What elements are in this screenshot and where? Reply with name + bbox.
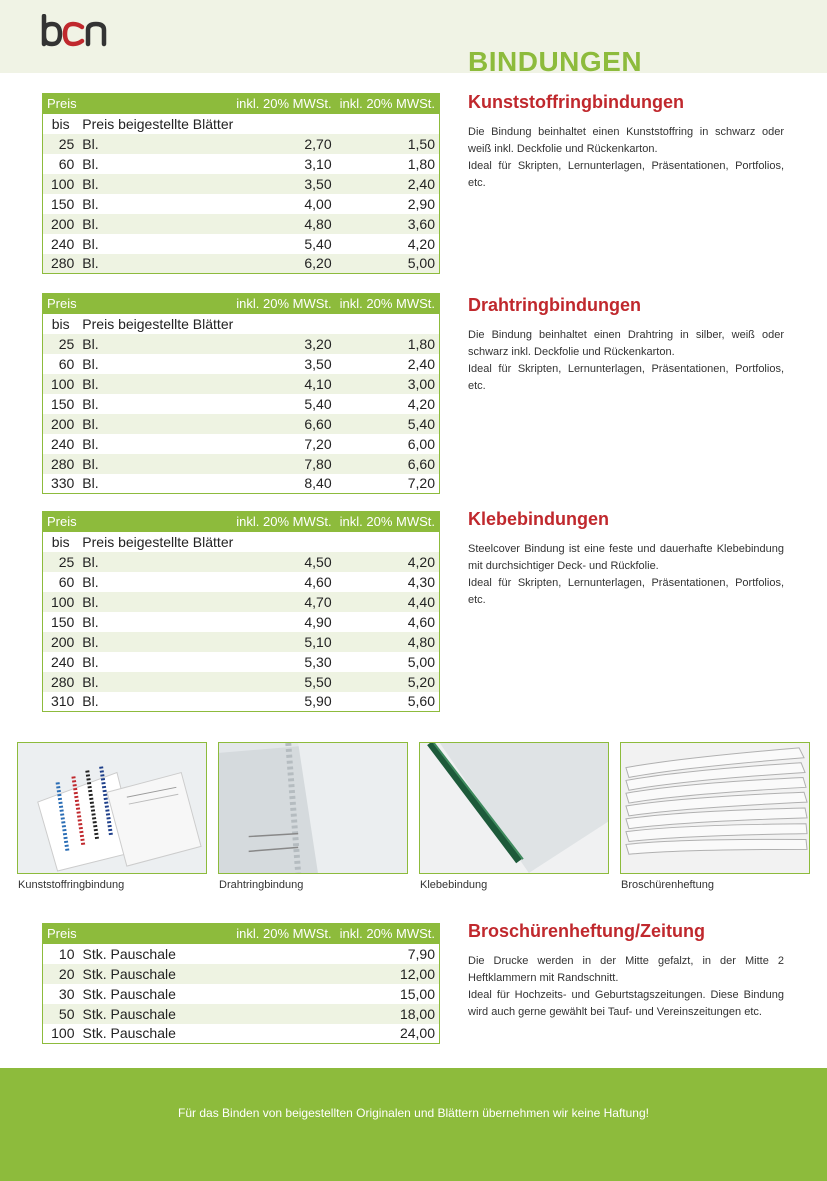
qty-cell: 60	[58, 355, 75, 372]
unit-cell: Bl.	[82, 475, 99, 492]
table-row	[43, 1004, 440, 1024]
footer-band	[0, 1068, 827, 1181]
kunststoff-price-table	[42, 93, 440, 274]
unit-cell: Bl.	[78, 592, 231, 612]
qty-cell: 60	[58, 573, 75, 590]
header-cell: inkl. 20% MWSt.	[336, 512, 440, 532]
table-row	[43, 552, 440, 572]
subheader-cell: Preis beigestellte Blätter	[78, 314, 439, 334]
price-cell: 3,20	[232, 334, 336, 354]
kunststoff-description	[468, 124, 784, 192]
price-own-cell: 4,30	[407, 573, 435, 590]
unit-cell: Bl.	[78, 414, 231, 434]
table-row	[43, 194, 440, 214]
price-own-cell: 4,20	[336, 552, 440, 572]
unit-cell: Bl.	[82, 613, 99, 630]
table-row	[43, 174, 440, 194]
draht-price-table	[42, 293, 440, 494]
header-cell: inkl. 20% MWSt.	[232, 924, 336, 944]
subheader-cell: bis	[43, 532, 79, 552]
unit-cell: Bl.	[82, 573, 99, 590]
klebe-price-table	[42, 511, 440, 712]
unit-cell: Bl.	[82, 395, 99, 412]
header-cell: inkl. 20% MWSt.	[232, 94, 336, 114]
subheader-cell: bis	[43, 114, 79, 134]
draht-title: Drahtringbindungen	[468, 295, 641, 315]
unit-cell: Bl.	[78, 672, 231, 692]
header-cell: Preis	[43, 512, 232, 532]
subheader-cell: bis	[43, 314, 79, 334]
price-cell: 6,60	[232, 414, 336, 434]
price-own-cell: 4,60	[407, 613, 435, 630]
photo-caption: Klebebindung	[420, 879, 488, 891]
table-header-row	[43, 294, 440, 314]
price-own-cell: 2,40	[336, 174, 440, 194]
table-header-row	[43, 94, 440, 114]
qty-cell: 100	[43, 374, 79, 394]
klebe-title: Klebebindungen	[468, 509, 609, 529]
unit-cell: Bl.	[78, 632, 231, 652]
header-cell: inkl. 20% MWSt.	[336, 924, 440, 944]
qty-cell: 200	[43, 632, 79, 652]
qty-cell: 10	[58, 945, 75, 962]
table-row	[43, 414, 440, 434]
price-cell: 3,50	[232, 174, 336, 194]
price-cell: 18,00	[336, 1004, 440, 1024]
header-cell: Preis	[43, 924, 232, 944]
price-cell: 15,00	[399, 985, 435, 1002]
price-own-cell: 4,20	[407, 235, 435, 252]
header-cell: inkl. 20% MWSt.	[232, 512, 336, 532]
table-row	[43, 632, 440, 652]
photo-caption: Broschürenheftung	[621, 879, 714, 891]
table-row	[43, 454, 440, 474]
price-cell: 4,60	[304, 573, 332, 590]
unit-cell: Bl.	[82, 235, 99, 252]
photo-caption: Drahtringbindung	[219, 879, 304, 891]
price-cell: 5,10	[232, 632, 336, 652]
qty-cell: 240	[50, 435, 75, 452]
table-row	[43, 592, 440, 612]
price-cell: 5,50	[232, 672, 336, 692]
qty-cell: 150	[50, 395, 75, 412]
price-cell: 4,70	[232, 592, 336, 612]
header-cell: inkl. 20% MWSt.	[336, 94, 440, 114]
unit-cell: Bl.	[82, 693, 99, 710]
price-cell: 4,10	[232, 374, 336, 394]
unit-cell: Stk. Pauschale	[79, 1004, 336, 1024]
price-own-cell: 7,20	[407, 475, 435, 492]
qty-cell: 100	[51, 1025, 75, 1042]
page-title: BINDUNGEN	[468, 46, 643, 77]
price-own-cell: 4,20	[407, 395, 435, 412]
table-header-row	[43, 512, 440, 532]
table-row	[43, 234, 440, 254]
price-cell: 4,80	[232, 214, 336, 234]
table-row	[43, 1024, 440, 1044]
table-row	[43, 692, 440, 712]
table-row	[43, 374, 440, 394]
brosch-description	[468, 953, 784, 1021]
brosch-title: Broschürenheftung/Zeitung	[468, 921, 705, 941]
table-header-row	[43, 924, 440, 944]
price-own-cell: 5,40	[336, 414, 440, 434]
brosch-desc-text: Die Drucke werden in der Mitte gefalzt, in der Mitte 2 Heftklammern mit Randschnitt. Ideal für Hochzeits- und Geburtstagszeitungen. Diese Bindung wird auch gerne gewählt bei Tauf- und Vereinszeitungen etc.	[468, 955, 784, 1018]
subheader-cell: Preis beigestellte Blätter	[78, 114, 439, 134]
price-cell: 7,20	[304, 435, 332, 452]
table-row	[43, 944, 440, 964]
footer-note: Für das Binden von beigestellten Originalen und Blättern übernehmen wir keine Haftung!	[178, 1106, 649, 1120]
header-cell: inkl. 20% MWSt.	[336, 294, 440, 314]
unit-cell: Bl.	[78, 454, 231, 474]
price-own-cell: 4,40	[336, 592, 440, 612]
header-cell: Preis	[43, 94, 232, 114]
table-row	[43, 572, 440, 592]
qty-cell: 200	[43, 214, 79, 234]
brosch-price-table	[42, 923, 440, 1044]
price-own-cell: 1,80	[336, 334, 440, 354]
photo-caption: Kunststoffringbindung	[18, 879, 125, 891]
qty-cell: 25	[43, 552, 79, 572]
qty-cell: 25	[43, 334, 79, 354]
table-subheader-row	[43, 314, 440, 334]
unit-cell: Bl.	[78, 134, 231, 154]
table-row	[43, 254, 440, 274]
klebe-description	[468, 541, 784, 609]
unit-cell: Bl.	[82, 355, 99, 372]
price-cell: 5,90	[304, 693, 332, 710]
unit-cell: Stk. Pauschale	[82, 945, 176, 962]
price-own-cell: 3,60	[336, 214, 440, 234]
qty-cell: 330	[50, 475, 75, 492]
table-row	[43, 394, 440, 414]
table-subheader-row	[43, 114, 440, 134]
qty-cell: 30	[58, 985, 75, 1002]
price-own-cell: 4,80	[336, 632, 440, 652]
unit-cell: Bl.	[78, 174, 231, 194]
table-row	[43, 434, 440, 454]
unit-cell: Stk. Pauschale	[82, 985, 176, 1002]
price-cell: 5,30	[304, 653, 332, 670]
header-cell: inkl. 20% MWSt.	[232, 294, 336, 314]
header-band	[0, 0, 827, 73]
price-cell: 24,00	[399, 1025, 435, 1042]
table-row	[43, 154, 440, 174]
table-row	[43, 354, 440, 374]
qty-cell: 50	[43, 1004, 79, 1024]
unit-cell: Bl.	[82, 653, 99, 670]
unit-cell: Stk. Pauschale	[82, 1025, 176, 1042]
draht-description	[468, 327, 784, 395]
price-cell: 8,40	[304, 475, 332, 492]
qty-cell: 25	[43, 134, 79, 154]
price-cell: 3,10	[304, 155, 332, 172]
price-cell: 6,20	[232, 254, 336, 274]
price-own-cell: 2,40	[407, 355, 435, 372]
table-row	[43, 214, 440, 234]
table-row	[43, 964, 440, 984]
price-own-cell: 5,00	[407, 653, 435, 670]
unit-cell: Bl.	[82, 155, 99, 172]
unit-cell: Bl.	[78, 214, 231, 234]
unit-cell: Bl.	[78, 334, 231, 354]
price-cell: 3,50	[304, 355, 332, 372]
unit-cell: Bl.	[82, 435, 99, 452]
kunststoff-desc-text: Die Bindung beinhaltet einen Kunststoffring in schwarz oder weiß inkl. Deckfolie und Rückenkarton. Ideal für Skripten, Lernunterlagen, Präsentationen, Portfolios, etc.	[468, 126, 784, 189]
qty-cell: 280	[43, 672, 79, 692]
qty-cell: 100	[43, 592, 79, 612]
price-cell: 4,00	[304, 195, 332, 212]
table-row	[43, 474, 440, 494]
price-cell: 5,40	[304, 395, 332, 412]
qty-cell: 240	[50, 653, 75, 670]
header-cell: Preis	[43, 294, 232, 314]
price-cell: 7,90	[407, 945, 435, 962]
qty-cell: 310	[50, 693, 75, 710]
price-own-cell: 5,20	[336, 672, 440, 692]
qty-cell: 150	[50, 613, 75, 630]
brosch-photo	[620, 742, 810, 874]
price-cell: 5,40	[304, 235, 332, 252]
qty-cell: 240	[50, 235, 75, 252]
klebe-photo	[419, 742, 609, 874]
qty-cell: 200	[43, 414, 79, 434]
price-cell: 4,90	[304, 613, 332, 630]
subheader-cell: Preis beigestellte Blätter	[78, 532, 439, 552]
bcn-logo	[40, 14, 116, 50]
price-own-cell: 6,00	[407, 435, 435, 452]
klebe-desc-text: Steelcover Bindung ist eine feste und dauerhafte Klebebindung mit durchsichtiger Deck- und Rückfolie. Ideal für Skripten, Lernunterlagen, Präsentationen, Portfolios, etc.	[468, 543, 784, 606]
unit-cell: Bl.	[78, 374, 231, 394]
table-row	[43, 334, 440, 354]
price-cell: 12,00	[336, 964, 440, 984]
qty-cell: 280	[43, 254, 79, 274]
price-cell: 4,50	[232, 552, 336, 572]
qty-cell: 20	[43, 964, 79, 984]
table-row	[43, 612, 440, 632]
price-cell: 2,70	[232, 134, 336, 154]
price-own-cell: 3,00	[336, 374, 440, 394]
price-cell: 7,80	[232, 454, 336, 474]
price-own-cell: 5,60	[407, 693, 435, 710]
qty-cell: 280	[43, 454, 79, 474]
table-row	[43, 672, 440, 692]
kunststoff-photo	[17, 742, 207, 874]
price-own-cell: 1,80	[407, 155, 435, 172]
price-own-cell: 1,50	[336, 134, 440, 154]
unit-cell: Bl.	[82, 195, 99, 212]
price-own-cell: 6,60	[336, 454, 440, 474]
table-subheader-row	[43, 532, 440, 552]
table-row	[43, 984, 440, 1004]
qty-cell: 60	[58, 155, 75, 172]
qty-cell: 150	[50, 195, 75, 212]
price-own-cell: 5,00	[336, 254, 440, 274]
draht-photo	[218, 742, 408, 874]
kunststoff-title: Kunststoffringbindungen	[468, 92, 684, 112]
unit-cell: Bl.	[78, 254, 231, 274]
table-row	[43, 652, 440, 672]
unit-cell: Bl.	[78, 552, 231, 572]
draht-desc-text: Die Bindung beinhaltet einen Drahtring in silber, weiß oder schwarz inkl. Deckfolie und Rückenkarton. Ideal für Skripten, Lernunterlagen, Präsentationen, Portfolios, etc.	[468, 329, 784, 392]
unit-cell: Stk. Pauschale	[79, 964, 336, 984]
table-row	[43, 134, 440, 154]
price-own-cell: 2,90	[407, 195, 435, 212]
qty-cell: 100	[43, 174, 79, 194]
